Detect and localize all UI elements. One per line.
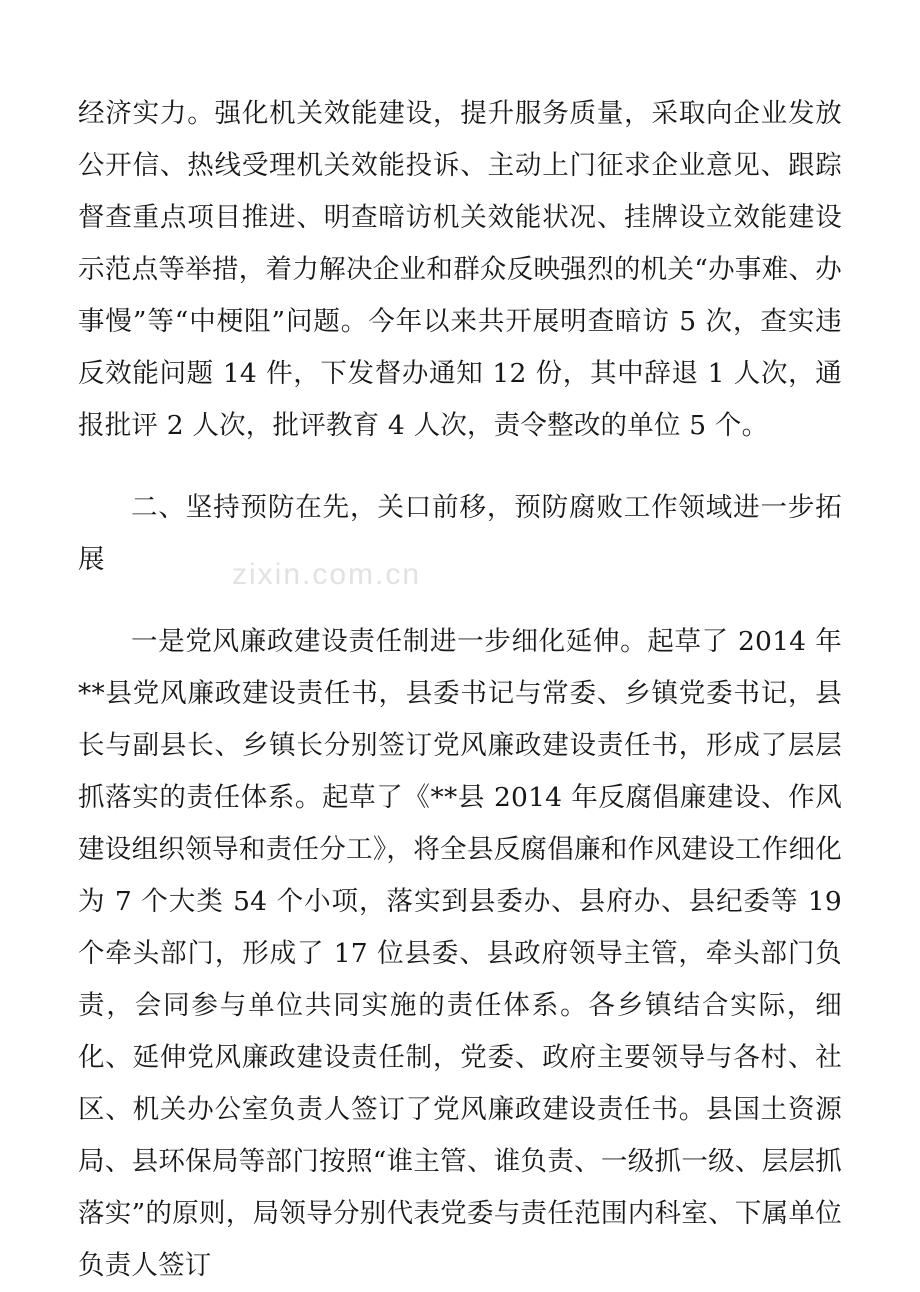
paragraph-3: 一是党风廉政建设责任制进一步细化延伸。起草了 2014 年**县党风廉政建设责任书，县委书记与常委、乡镇党委书记，县长与副县长、乡镇长分别签订党风廉政建设责任书，形成了层层抓落实的责任体系。起草了《**县 2014 年反腐倡廉建设、作风建设组织领导和责任分工》，将全县反腐倡廉和作风建设工作细化为 7 个大类 54 个小项，落实到县委办、县府办、县纪委等 19 个牵头部门，形成了 17 位县委、县政府领导主管，牵头部门负责，会同参与单位共同实施的责任体系。各乡镇结合实际，细化、延伸党风廉政建设责任制，党委、政府主要领导与各村、社区、机关办公室负责人签订了党风廉政建设责任书。县国土资源局、县环保局等部门按照“谁主管、谁负责、一级抓一级、层层抓落实”的原则，局领导分别代表党委与责任范围内科室、下属单位负责人签订 [78,626,842,1281]
watermark-text: zixin.com.cn [232,558,422,591]
paragraph-2-heading: 二、坚持预防在先，关口前移，预防腐败工作领域进一步拓展 [78,492,842,575]
document-body [78,88,842,1292]
paragraph-1: 经济实力。强化机关效能建设，提升服务质量，采取向企业发放公开信、热线受理机关效能投诉、主动上门征求企业意见、跟踪督查重点项目推进、明查暗访机关效能状况、挂牌设立效能建设示范点等举措，着力解决企业和群众反映强烈的机关“办事难、办事慢”等“中梗阻”问题。今年以来共开展明查暗访 5 次，查实违反效能问题 14 件，下发督办通知 12 份，其中辞退 1 人次，通报批评 2 人次，批评教育 4 人次，责令整改的单位 5 个。 [78,98,842,441]
